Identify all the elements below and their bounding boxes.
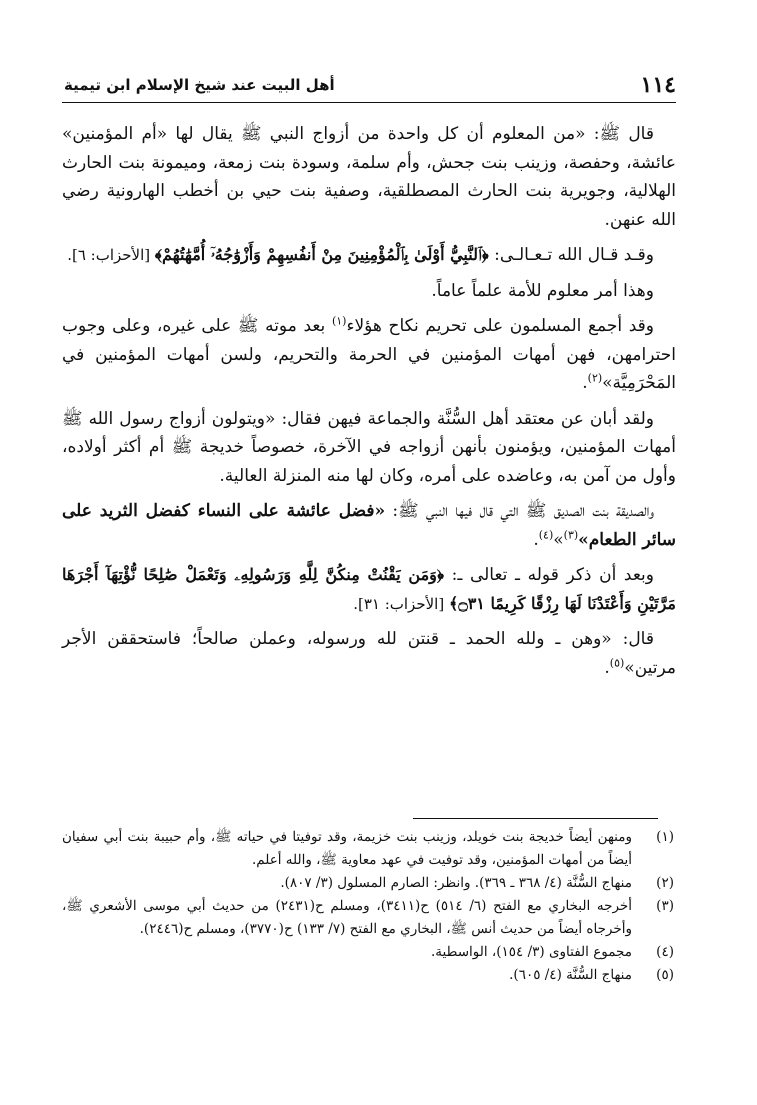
footnote-item	[62, 895, 676, 941]
quran-verse-2: ﴿وَمَن يَقْنُتْ مِنكُنَّ لِلَّهِ وَرَسُولِهِۦ وَتَعْمَلْ صَٰلِحًا نُّؤْتِهَآ أَجْرَهَا مَرَّتَيْنِ وَأَعْتَدْنَا لَهَا رِزْقًا كَرِيمًا ۝٣١﴾	[62, 565, 676, 613]
reward-end: .	[604, 657, 610, 678]
footnote-ref-4[interactable]: (٤)	[538, 527, 554, 541]
consensus-text-a: وقد أجمع المسلمون على تحريم نكاح هؤلاء	[346, 316, 654, 336]
footnote-number: (٥)	[656, 967, 674, 983]
footnote-item	[62, 826, 676, 872]
footnote-ref-2[interactable]: (٢)	[587, 371, 603, 385]
footnote-number: (١)	[656, 829, 674, 845]
footnote-number: (٤)	[656, 944, 674, 960]
footnote-text: منهاج السُّنَّة (٤/ ٣٦٨ ـ ٣٦٩). وانظر: الصارم المسلول (٣/ ٨٠٧).	[280, 875, 632, 891]
paragraph-quran-verse-1	[62, 241, 676, 270]
footnote-number: (٣)	[656, 898, 674, 914]
aisha-intro: والصديقة بنت الصديق ﷺ التي قال فيها النبي ﷺ:	[385, 501, 655, 521]
paragraph-aisha	[62, 497, 676, 554]
aisha-end: .	[533, 529, 539, 550]
footnotes	[62, 826, 676, 987]
footnote-divider	[413, 818, 658, 819]
footnote-number: (٢)	[656, 875, 674, 891]
aisha-quote-close: »	[553, 529, 564, 550]
footnote-ref-3[interactable]: (٣)	[563, 527, 579, 541]
consensus-text-b: بعد موته ﷺ على غيره، وعلى وجوب احترامهن، فهن أمهات المؤمنين في الحرمة والتحريم، ولسن أمهات المؤمنين في المَحْرَمِيَّة»	[62, 316, 676, 393]
footnote-item	[62, 872, 676, 895]
footnote-item	[62, 941, 676, 964]
footnote-text: مجموع الفتاوى (٣/ ١٥٤)، الواسطية.	[431, 944, 632, 960]
verse-intro: وقـد قـال الله تـعـالـى:	[488, 245, 654, 265]
consensus-end: .	[582, 373, 588, 393]
surah-citation-2: [الأحزاب: ٣١].	[353, 594, 449, 613]
footnote-item	[62, 964, 676, 987]
surah-citation: [الأحزاب: ٦].	[67, 246, 155, 264]
footnote-text: أخرجه البخاري مع الفتح (٦/ ٥١٤) ح(٣٤١١)، ومسلم ح(٢٤٣١) من حديث أبي موسى الأشعري ﷺ، وأخرجاه أيضاً من حديث أنس ﷺ، البخاري مع الفتح (٧/ ١٣٣) ح(٣٧٧٠)، ومسلم ح(٢٤٤٦).	[62, 898, 633, 937]
main-text	[62, 120, 676, 689]
reward-text: قال: «وهن ـ ولله الحمد ـ قنتن لله ورسوله، وعملن صالحاً؛ فاستحققن الأجر مرتين»	[62, 629, 676, 678]
footnote-ref-1[interactable]: (١)	[331, 314, 347, 328]
paragraph-known: وهذا أمر معلوم للأمة علماً عاماً.	[431, 280, 654, 301]
footnote-text: ومنهن أيضاً خديجة بنت خويلد، وزينب بنت خزيمة، وقد توفيتا في حياته ﷺ، وأم حبيبة بنت أبي سفيان أيضاً من أمهات المؤمنين، وقد توفيت في عهد معاوية ﷺ، والله أعلم.	[62, 829, 632, 868]
paragraph-creed: ولقد أبان عن معتقد أهل السُّنَّة والجماعة فيهن فقال: «ويتولون أزواج رسول الله ﷺ أمهات المؤمنين، ويؤمنون بأنهن أزواجه في الآخرة، خصوصاً خديجة ﷺ أم أكثر أولاده، وأول من آمن به، وعاضده على أمره، وكان لها منه المنزلة العالية.	[62, 408, 676, 486]
footnote-ref-5[interactable]: (٥)	[609, 655, 625, 669]
paragraph-consensus	[62, 312, 676, 398]
paragraph-reward	[62, 625, 676, 682]
running-title: أهل البيت عند شيخ الإسلام ابن تيمية	[64, 76, 335, 94]
paragraph-wives-list: قال ﷺ: «من المعلوم أن كل واحدة من أزواج النبي ﷺ يقال لها «أم المؤمنين» عائشة، وحفصة، وزينب بنت جحش، وأم سلمة، وسودة بنت زمعة، وميمونة بنت الحارث الهلالية، وجويرية بنت الحارث المصطلقية، وصفية بنت حيي بن أخطب الهارونية رضي الله عنهن.	[62, 124, 676, 230]
page-number: ١١٤	[640, 72, 676, 98]
quran-verse: ﴿ٱلنَّبِيُّ أَوْلَىٰ بِٱلْمُؤْمِنِينَ مِنْ أَنفُسِهِمْ وَأَزْوَٰجُهُۥٓ أُمَّهَٰتُهُمْ﴾	[154, 245, 489, 264]
verse-2-intro: وبعد أن ذكر قوله ـ تعالى ـ:	[444, 565, 654, 585]
paragraph-quran-verse-2	[62, 561, 676, 618]
page-header	[62, 66, 676, 103]
footnote-text: منهاج السُّنَّة (٤/ ٦٠٥).	[509, 967, 632, 983]
hadith-text: «فضل عائشة على النساء كفضل الثريد على سائر الطعام»	[62, 501, 676, 550]
